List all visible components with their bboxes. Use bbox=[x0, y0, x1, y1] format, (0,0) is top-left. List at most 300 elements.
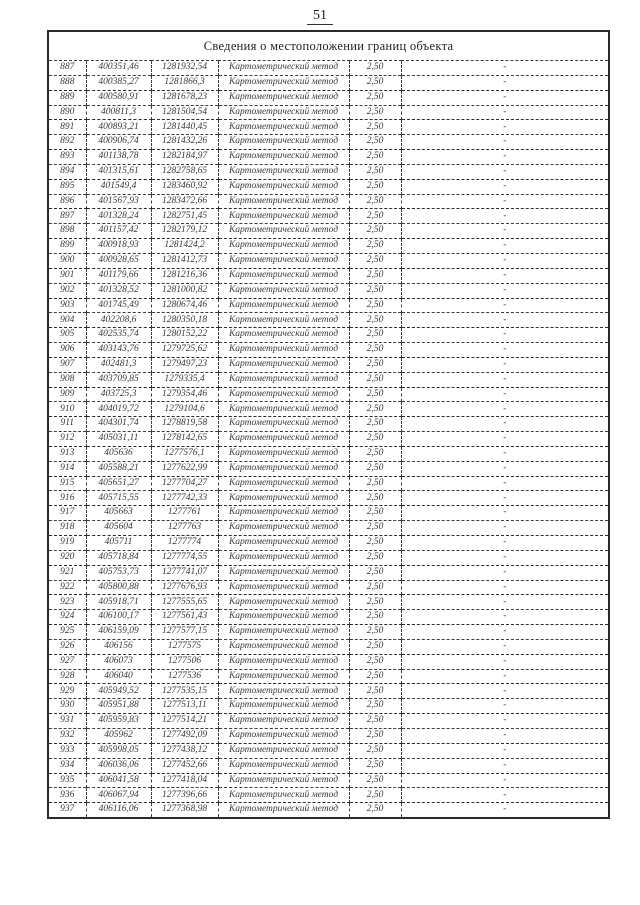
precision-cell: 2,50 bbox=[349, 728, 401, 743]
precision-cell: 2,50 bbox=[349, 491, 401, 506]
y-coordinate-cell: 1277576,1 bbox=[151, 446, 218, 461]
point-number-cell: 914 bbox=[48, 461, 86, 476]
table-row bbox=[48, 714, 609, 729]
table-row bbox=[48, 387, 609, 402]
note-cell: - bbox=[401, 239, 609, 254]
point-number-cell: 937 bbox=[48, 803, 86, 818]
x-coordinate-cell: 400918,93 bbox=[86, 239, 151, 254]
y-coordinate-cell: 1277514,21 bbox=[151, 714, 218, 729]
table-row bbox=[48, 743, 609, 758]
y-coordinate-cell: 1281440,45 bbox=[151, 120, 218, 135]
precision-cell: 2,50 bbox=[349, 432, 401, 447]
table-row bbox=[48, 461, 609, 476]
x-coordinate-cell: 400385,27 bbox=[86, 75, 151, 90]
x-coordinate-cell: 405962 bbox=[86, 728, 151, 743]
y-coordinate-cell: 1279335,4 bbox=[151, 372, 218, 387]
point-number-cell: 910 bbox=[48, 402, 86, 417]
note-cell: - bbox=[401, 253, 609, 268]
method-cell: Картометрический метод bbox=[218, 714, 349, 729]
method-cell: Картометрический метод bbox=[218, 565, 349, 580]
point-number-cell: 913 bbox=[48, 446, 86, 461]
note-cell: - bbox=[401, 684, 609, 699]
precision-cell: 2,50 bbox=[349, 209, 401, 224]
method-cell: Картометрический метод bbox=[218, 90, 349, 105]
precision-cell: 2,50 bbox=[349, 75, 401, 90]
point-number-cell: 896 bbox=[48, 194, 86, 209]
precision-cell: 2,50 bbox=[349, 758, 401, 773]
table-row bbox=[48, 402, 609, 417]
note-cell: - bbox=[401, 164, 609, 179]
point-number-cell: 934 bbox=[48, 758, 86, 773]
precision-cell: 2,50 bbox=[349, 506, 401, 521]
method-cell: Картометрический метод bbox=[218, 476, 349, 491]
precision-cell: 2,50 bbox=[349, 699, 401, 714]
note-cell: - bbox=[401, 625, 609, 640]
precision-cell: 2,50 bbox=[349, 179, 401, 194]
y-coordinate-cell: 1277774 bbox=[151, 536, 218, 551]
note-cell: - bbox=[401, 194, 609, 209]
note-cell: - bbox=[401, 357, 609, 372]
precision-cell: 2,50 bbox=[349, 417, 401, 432]
y-coordinate-cell: 1277741,07 bbox=[151, 565, 218, 580]
method-cell: Картометрический метод bbox=[218, 253, 349, 268]
table-row bbox=[48, 580, 609, 595]
table-row bbox=[48, 328, 609, 343]
method-cell: Картометрический метод bbox=[218, 580, 349, 595]
x-coordinate-cell: 402535,74 bbox=[86, 328, 151, 343]
note-cell: - bbox=[401, 803, 609, 818]
x-coordinate-cell: 406041,58 bbox=[86, 773, 151, 788]
y-coordinate-cell: 1277761 bbox=[151, 506, 218, 521]
note-cell: - bbox=[401, 283, 609, 298]
table-row bbox=[48, 120, 609, 135]
y-coordinate-cell: 1280152,22 bbox=[151, 328, 218, 343]
method-cell: Картометрический метод bbox=[218, 728, 349, 743]
method-cell: Картометрический метод bbox=[218, 669, 349, 684]
precision-cell: 2,50 bbox=[349, 194, 401, 209]
method-cell: Картометрический метод bbox=[218, 610, 349, 625]
point-number-cell: 891 bbox=[48, 120, 86, 135]
method-cell: Картометрический метод bbox=[218, 224, 349, 239]
x-coordinate-cell: 401315,61 bbox=[86, 164, 151, 179]
x-coordinate-cell: 406067,94 bbox=[86, 788, 151, 803]
x-coordinate-cell: 400580,91 bbox=[86, 90, 151, 105]
x-coordinate-cell: 405715,55 bbox=[86, 491, 151, 506]
x-coordinate-cell: 402208,6 bbox=[86, 313, 151, 328]
point-number-cell: 903 bbox=[48, 298, 86, 313]
note-cell: - bbox=[401, 179, 609, 194]
note-cell: - bbox=[401, 728, 609, 743]
method-cell: Картометрический метод bbox=[218, 743, 349, 758]
table-row bbox=[48, 669, 609, 684]
point-number-cell: 928 bbox=[48, 669, 86, 684]
x-coordinate-cell: 400351,46 bbox=[86, 61, 151, 76]
point-number-cell: 922 bbox=[48, 580, 86, 595]
point-number-cell: 936 bbox=[48, 788, 86, 803]
precision-cell: 2,50 bbox=[349, 446, 401, 461]
precision-cell: 2,50 bbox=[349, 461, 401, 476]
precision-cell: 2,50 bbox=[349, 298, 401, 313]
point-number-cell: 905 bbox=[48, 328, 86, 343]
point-number-cell: 917 bbox=[48, 506, 86, 521]
table-row bbox=[48, 135, 609, 150]
y-coordinate-cell: 1281932,54 bbox=[151, 61, 218, 76]
y-coordinate-cell: 1277452,66 bbox=[151, 758, 218, 773]
x-coordinate-cell: 400928,65 bbox=[86, 253, 151, 268]
table-row bbox=[48, 372, 609, 387]
table-row bbox=[48, 164, 609, 179]
precision-cell: 2,50 bbox=[349, 714, 401, 729]
point-number-cell: 907 bbox=[48, 357, 86, 372]
method-cell: Картометрический метод bbox=[218, 461, 349, 476]
point-number-cell: 908 bbox=[48, 372, 86, 387]
table-row bbox=[48, 595, 609, 610]
precision-cell: 2,50 bbox=[349, 313, 401, 328]
method-cell: Картометрический метод bbox=[218, 179, 349, 194]
point-number-cell: 900 bbox=[48, 253, 86, 268]
method-cell: Картометрический метод bbox=[218, 758, 349, 773]
x-coordinate-cell: 406036,06 bbox=[86, 758, 151, 773]
boundary-coordinates-table bbox=[47, 30, 610, 819]
method-cell: Картометрический метод bbox=[218, 209, 349, 224]
point-number-cell: 912 bbox=[48, 432, 86, 447]
precision-cell: 2,50 bbox=[349, 654, 401, 669]
point-number-cell: 902 bbox=[48, 283, 86, 298]
y-coordinate-cell: 1281424,2 bbox=[151, 239, 218, 254]
table-row bbox=[48, 654, 609, 669]
table-row bbox=[48, 179, 609, 194]
method-cell: Картометрический метод bbox=[218, 506, 349, 521]
y-coordinate-cell: 1277561,43 bbox=[151, 610, 218, 625]
note-cell: - bbox=[401, 417, 609, 432]
y-coordinate-cell: 1281000,82 bbox=[151, 283, 218, 298]
table-row bbox=[48, 803, 609, 818]
x-coordinate-cell: 405588,21 bbox=[86, 461, 151, 476]
note-cell: - bbox=[401, 506, 609, 521]
precision-cell: 2,50 bbox=[349, 625, 401, 640]
method-cell: Картометрический метод bbox=[218, 105, 349, 120]
x-coordinate-cell: 401549,4 bbox=[86, 179, 151, 194]
note-cell: - bbox=[401, 773, 609, 788]
y-coordinate-cell: 1282184,97 bbox=[151, 150, 218, 165]
point-number-cell: 911 bbox=[48, 417, 86, 432]
method-cell: Картометрический метод bbox=[218, 699, 349, 714]
y-coordinate-cell: 1277742,33 bbox=[151, 491, 218, 506]
point-number-cell: 929 bbox=[48, 684, 86, 699]
point-number-cell: 889 bbox=[48, 90, 86, 105]
point-number-cell: 918 bbox=[48, 521, 86, 536]
method-cell: Картометрический метод bbox=[218, 357, 349, 372]
method-cell: Картометрический метод bbox=[218, 194, 349, 209]
x-coordinate-cell: 401179,66 bbox=[86, 268, 151, 283]
note-cell: - bbox=[401, 432, 609, 447]
precision-cell: 2,50 bbox=[349, 788, 401, 803]
note-cell: - bbox=[401, 536, 609, 551]
method-cell: Картометрический метод bbox=[218, 536, 349, 551]
method-cell: Картометрический метод bbox=[218, 328, 349, 343]
table-row bbox=[48, 699, 609, 714]
method-cell: Картометрический метод bbox=[218, 135, 349, 150]
point-number-cell: 897 bbox=[48, 209, 86, 224]
note-cell: - bbox=[401, 476, 609, 491]
x-coordinate-cell: 406116,06 bbox=[86, 803, 151, 818]
method-cell: Картометрический метод bbox=[218, 491, 349, 506]
method-cell: Картометрический метод bbox=[218, 773, 349, 788]
point-number-cell: 893 bbox=[48, 150, 86, 165]
y-coordinate-cell: 1280350,18 bbox=[151, 313, 218, 328]
x-coordinate-cell: 405998,05 bbox=[86, 743, 151, 758]
method-cell: Картометрический метод bbox=[218, 372, 349, 387]
precision-cell: 2,50 bbox=[349, 357, 401, 372]
page-number bbox=[0, 8, 640, 25]
note-cell: - bbox=[401, 105, 609, 120]
y-coordinate-cell: 1281678,23 bbox=[151, 90, 218, 105]
method-cell: Картометрический метод bbox=[218, 75, 349, 90]
x-coordinate-cell: 405711 bbox=[86, 536, 151, 551]
x-coordinate-cell: 405753,73 bbox=[86, 565, 151, 580]
table-row bbox=[48, 209, 609, 224]
point-number-cell: 932 bbox=[48, 728, 86, 743]
table-row bbox=[48, 283, 609, 298]
point-number-cell: 926 bbox=[48, 639, 86, 654]
x-coordinate-cell: 406156 bbox=[86, 639, 151, 654]
y-coordinate-cell: 1277513,11 bbox=[151, 699, 218, 714]
table-row bbox=[48, 224, 609, 239]
note-cell: - bbox=[401, 521, 609, 536]
precision-cell: 2,50 bbox=[349, 90, 401, 105]
x-coordinate-cell: 404301,74 bbox=[86, 417, 151, 432]
precision-cell: 2,50 bbox=[349, 402, 401, 417]
table-row bbox=[48, 684, 609, 699]
note-cell: - bbox=[401, 209, 609, 224]
point-number-cell: 909 bbox=[48, 387, 86, 402]
precision-cell: 2,50 bbox=[349, 105, 401, 120]
method-cell: Картометрический метод bbox=[218, 432, 349, 447]
point-number-cell: 921 bbox=[48, 565, 86, 580]
precision-cell: 2,50 bbox=[349, 387, 401, 402]
point-number-cell: 887 bbox=[48, 61, 86, 76]
note-cell: - bbox=[401, 758, 609, 773]
note-cell: - bbox=[401, 743, 609, 758]
y-coordinate-cell: 1281504,54 bbox=[151, 105, 218, 120]
method-cell: Картометрический метод bbox=[218, 268, 349, 283]
precision-cell: 2,50 bbox=[349, 372, 401, 387]
note-cell: - bbox=[401, 313, 609, 328]
table-row bbox=[48, 536, 609, 551]
note-cell: - bbox=[401, 372, 609, 387]
note-cell: - bbox=[401, 550, 609, 565]
page-number-value: 51 bbox=[307, 8, 333, 25]
x-coordinate-cell: 400811,3 bbox=[86, 105, 151, 120]
x-coordinate-cell: 405800,88 bbox=[86, 580, 151, 595]
note-cell: - bbox=[401, 90, 609, 105]
x-coordinate-cell: 405718,84 bbox=[86, 550, 151, 565]
table-title-row bbox=[48, 31, 609, 61]
precision-cell: 2,50 bbox=[349, 253, 401, 268]
method-cell: Картометрический метод bbox=[218, 343, 349, 358]
note-cell: - bbox=[401, 150, 609, 165]
note-cell: - bbox=[401, 699, 609, 714]
y-coordinate-cell: 1277622,99 bbox=[151, 461, 218, 476]
precision-cell: 2,50 bbox=[349, 268, 401, 283]
y-coordinate-cell: 1283460,92 bbox=[151, 179, 218, 194]
method-cell: Картометрический метод bbox=[218, 61, 349, 76]
x-coordinate-cell: 401745,49 bbox=[86, 298, 151, 313]
method-cell: Картометрический метод bbox=[218, 239, 349, 254]
point-number-cell: 919 bbox=[48, 536, 86, 551]
x-coordinate-cell: 405951,88 bbox=[86, 699, 151, 714]
table-row bbox=[48, 521, 609, 536]
point-number-cell: 895 bbox=[48, 179, 86, 194]
method-cell: Картометрический метод bbox=[218, 684, 349, 699]
y-coordinate-cell: 1281866,3 bbox=[151, 75, 218, 90]
note-cell: - bbox=[401, 298, 609, 313]
y-coordinate-cell: 1278142,65 bbox=[151, 432, 218, 447]
note-cell: - bbox=[401, 328, 609, 343]
y-coordinate-cell: 1277676,93 bbox=[151, 580, 218, 595]
note-cell: - bbox=[401, 595, 609, 610]
note-cell: - bbox=[401, 135, 609, 150]
x-coordinate-cell: 405959,83 bbox=[86, 714, 151, 729]
point-number-cell: 901 bbox=[48, 268, 86, 283]
precision-cell: 2,50 bbox=[349, 164, 401, 179]
point-number-cell: 894 bbox=[48, 164, 86, 179]
table-row bbox=[48, 75, 609, 90]
note-cell: - bbox=[401, 120, 609, 135]
point-number-cell: 892 bbox=[48, 135, 86, 150]
y-coordinate-cell: 1280674,46 bbox=[151, 298, 218, 313]
point-number-cell: 930 bbox=[48, 699, 86, 714]
x-coordinate-cell: 401567,93 bbox=[86, 194, 151, 209]
x-coordinate-cell: 405918,71 bbox=[86, 595, 151, 610]
method-cell: Картометрический метод bbox=[218, 595, 349, 610]
table-row bbox=[48, 506, 609, 521]
method-cell: Картометрический метод bbox=[218, 283, 349, 298]
method-cell: Картометрический метод bbox=[218, 417, 349, 432]
y-coordinate-cell: 1281432,26 bbox=[151, 135, 218, 150]
precision-cell: 2,50 bbox=[349, 536, 401, 551]
point-number-cell: 915 bbox=[48, 476, 86, 491]
table-row bbox=[48, 773, 609, 788]
x-coordinate-cell: 401138,78 bbox=[86, 150, 151, 165]
y-coordinate-cell: 1277575 bbox=[151, 639, 218, 654]
point-number-cell: 923 bbox=[48, 595, 86, 610]
y-coordinate-cell: 1283472,66 bbox=[151, 194, 218, 209]
point-number-cell: 898 bbox=[48, 224, 86, 239]
y-coordinate-cell: 1278819,58 bbox=[151, 417, 218, 432]
y-coordinate-cell: 1281412,73 bbox=[151, 253, 218, 268]
note-cell: - bbox=[401, 788, 609, 803]
method-cell: Картометрический метод bbox=[218, 639, 349, 654]
y-coordinate-cell: 1277555,65 bbox=[151, 595, 218, 610]
x-coordinate-cell: 405031,11 bbox=[86, 432, 151, 447]
method-cell: Картометрический метод bbox=[218, 625, 349, 640]
x-coordinate-cell: 406040 bbox=[86, 669, 151, 684]
method-cell: Картометрический метод bbox=[218, 298, 349, 313]
y-coordinate-cell: 1279725,62 bbox=[151, 343, 218, 358]
y-coordinate-cell: 1277577,15 bbox=[151, 625, 218, 640]
method-cell: Картометрический метод bbox=[218, 788, 349, 803]
precision-cell: 2,50 bbox=[349, 239, 401, 254]
x-coordinate-cell: 404019,72 bbox=[86, 402, 151, 417]
note-cell: - bbox=[401, 714, 609, 729]
table-row bbox=[48, 491, 609, 506]
table-row bbox=[48, 61, 609, 76]
precision-cell: 2,50 bbox=[349, 61, 401, 76]
note-cell: - bbox=[401, 669, 609, 684]
note-cell: - bbox=[401, 387, 609, 402]
x-coordinate-cell: 405651,27 bbox=[86, 476, 151, 491]
y-coordinate-cell: 1281216,36 bbox=[151, 268, 218, 283]
precision-cell: 2,50 bbox=[349, 224, 401, 239]
point-number-cell: 920 bbox=[48, 550, 86, 565]
x-coordinate-cell: 401157,42 bbox=[86, 224, 151, 239]
precision-cell: 2,50 bbox=[349, 803, 401, 818]
y-coordinate-cell: 1277763 bbox=[151, 521, 218, 536]
table-row bbox=[48, 313, 609, 328]
point-number-cell: 924 bbox=[48, 610, 86, 625]
precision-cell: 2,50 bbox=[349, 343, 401, 358]
method-cell: Картометрический метод bbox=[218, 164, 349, 179]
method-cell: Картометрический метод bbox=[218, 654, 349, 669]
table-row bbox=[48, 105, 609, 120]
precision-cell: 2,50 bbox=[349, 743, 401, 758]
x-coordinate-cell: 405604 bbox=[86, 521, 151, 536]
point-number-cell: 927 bbox=[48, 654, 86, 669]
x-coordinate-cell: 400893,21 bbox=[86, 120, 151, 135]
note-cell: - bbox=[401, 75, 609, 90]
y-coordinate-cell: 1277492,09 bbox=[151, 728, 218, 743]
x-coordinate-cell: 401328,24 bbox=[86, 209, 151, 224]
table-row bbox=[48, 239, 609, 254]
x-coordinate-cell: 405636 bbox=[86, 446, 151, 461]
x-coordinate-cell: 401328,52 bbox=[86, 283, 151, 298]
note-cell: - bbox=[401, 580, 609, 595]
note-cell: - bbox=[401, 491, 609, 506]
x-coordinate-cell: 403725,3 bbox=[86, 387, 151, 402]
table-row bbox=[48, 446, 609, 461]
point-number-cell: 904 bbox=[48, 313, 86, 328]
point-number-cell: 933 bbox=[48, 743, 86, 758]
y-coordinate-cell: 1277704,27 bbox=[151, 476, 218, 491]
method-cell: Картометрический метод bbox=[218, 387, 349, 402]
y-coordinate-cell: 1282179,12 bbox=[151, 224, 218, 239]
x-coordinate-cell: 406159,09 bbox=[86, 625, 151, 640]
x-coordinate-cell: 406073 bbox=[86, 654, 151, 669]
precision-cell: 2,50 bbox=[349, 283, 401, 298]
precision-cell: 2,50 bbox=[349, 521, 401, 536]
precision-cell: 2,50 bbox=[349, 565, 401, 580]
table-row bbox=[48, 610, 609, 625]
table-row bbox=[48, 417, 609, 432]
point-number-cell: 899 bbox=[48, 239, 86, 254]
precision-cell: 2,50 bbox=[349, 610, 401, 625]
point-number-cell: 931 bbox=[48, 714, 86, 729]
table-row bbox=[48, 90, 609, 105]
precision-cell: 2,50 bbox=[349, 773, 401, 788]
x-coordinate-cell: 405949,52 bbox=[86, 684, 151, 699]
table-row bbox=[48, 298, 609, 313]
note-cell: - bbox=[401, 446, 609, 461]
table-row bbox=[48, 565, 609, 580]
table-row bbox=[48, 432, 609, 447]
x-coordinate-cell: 403143,76 bbox=[86, 343, 151, 358]
y-coordinate-cell: 1277418,04 bbox=[151, 773, 218, 788]
table-row bbox=[48, 728, 609, 743]
x-coordinate-cell: 405663 bbox=[86, 506, 151, 521]
table-row bbox=[48, 150, 609, 165]
precision-cell: 2,50 bbox=[349, 150, 401, 165]
